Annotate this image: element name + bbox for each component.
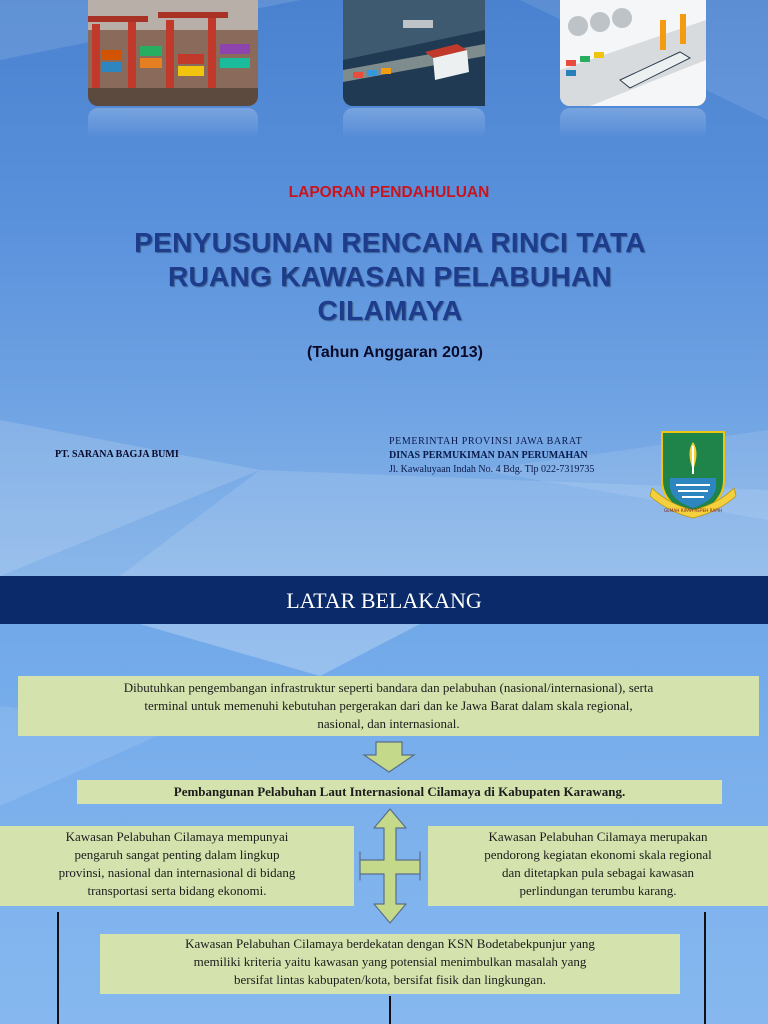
port-3d-model-image: [343, 0, 513, 106]
economic-driver-box: [428, 826, 768, 906]
four-way-arrow-icon: [358, 808, 422, 924]
background-slide: [0, 576, 768, 1024]
box-line: nasional, dan internasional.: [317, 716, 460, 731]
box-line: Kawasan Pelabuhan Cilamaya mempunyai: [65, 829, 289, 844]
west-java-emblem-logo: [648, 428, 738, 520]
regional-influence-box: [0, 826, 354, 906]
port-development-box: Pembangunan Pelabuhan Laut Internasional Cilamaya di Kabupaten Karawang.: [77, 780, 722, 804]
gov-province: PEMERINTAH PROVINSI JAWA BARAT: [389, 436, 583, 447]
box-line: Kawasan Pelabuhan Cilamaya berdekatan dengan KSN Bodetabekpunjur yang: [185, 936, 595, 951]
connector-line: [704, 912, 706, 1024]
title-line: PENYUSUNAN RENCANA RINCI TATA: [134, 227, 646, 258]
box-line: pendorong kegiatan ekonomi skala regional: [484, 847, 712, 862]
gov-address: Jl. Kawaluyaan Indah No. 4 Bdg. Tlp 022-7319735: [389, 464, 595, 475]
title-line: CILAMAYA: [317, 295, 463, 326]
box-line: pengaruh sangat penting dalam lingkup: [74, 847, 280, 862]
government-info: [389, 435, 594, 477]
budget-year: (Tahun Anggaran 2013): [306, 344, 484, 361]
photo-reflection: [560, 108, 706, 138]
box-line: dan ditetapkan pula sebagai kawasan: [501, 865, 695, 880]
box-line: bersifat lintas kabupaten/kota, bersifat fisik dan lingkungan.: [234, 972, 546, 987]
container-port-photo: [88, 0, 258, 106]
report-title: [70, 226, 710, 328]
box-line: perlindungan terumbu karang.: [519, 883, 677, 898]
connector-line: [389, 996, 391, 1024]
ksn-proximity-box: [100, 934, 680, 994]
report-subtitle: LAPORAN PENDAHULUAN: [288, 184, 490, 201]
down-arrow-icon: [362, 741, 416, 773]
title-line: RUANG KAWASAN PELABUHAN: [167, 261, 613, 292]
emblem-motto: GEMAH RIPAH REPEH RAPIH: [663, 508, 723, 513]
gov-agency: DINAS PERMUKIMAN DAN PERUMAHAN: [389, 450, 588, 461]
infrastructure-need-box: [18, 676, 759, 736]
box-line: terminal untuk memenuhi kebutuhan pergerakan dari dan ke Jawa Barat dalam skala regional,: [144, 698, 633, 713]
section-header: LATAR BELAKANG: [0, 576, 768, 624]
photo-reflection: [88, 108, 258, 138]
consultant-name: PT. SARANA BAGJA BUMI: [55, 449, 179, 460]
box-line: Dibutuhkan pengembangan infrastruktur seperti bandara dan pelabuhan (nasional/internasional), serta: [123, 680, 654, 695]
box-line: provinsi, nasional dan internasional di bidang: [58, 865, 296, 880]
box-line: Kawasan Pelabuhan Cilamaya merupakan: [488, 829, 708, 844]
connector-line: [57, 912, 59, 1024]
port-3d-render-image: [560, 0, 706, 106]
box-line: transportasi serta bidang ekonomi.: [87, 883, 267, 898]
box-line: memiliki kriteria yaitu kawasan yang potensial menimbulkan masalah yang: [193, 954, 587, 969]
photo-reflection: [343, 108, 485, 138]
